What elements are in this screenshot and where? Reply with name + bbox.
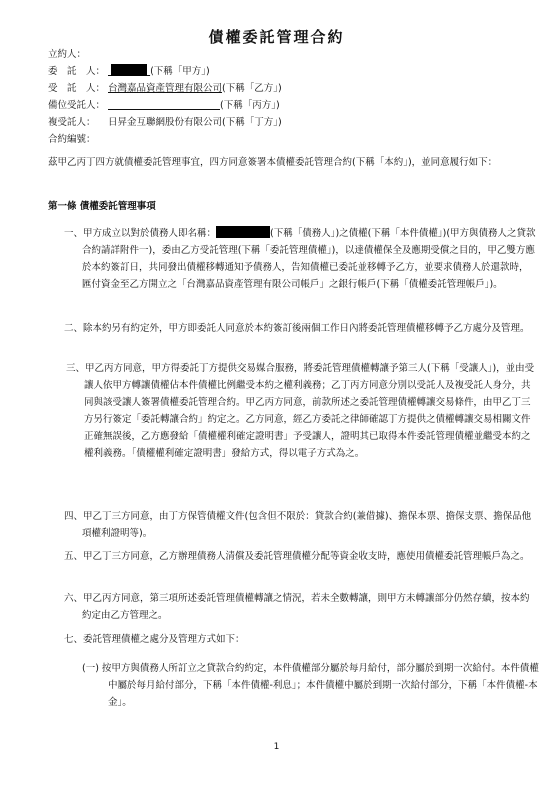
party-a-suffix: (下稱「甲方」) xyxy=(150,66,210,77)
party-b-row xyxy=(48,80,282,97)
document-title: 債權委託管理合約 xyxy=(208,28,345,46)
party-b-name: 台灣嘉品資產管理有限公司 xyxy=(108,83,223,94)
party-c-suffix: (下稱「丙方」) xyxy=(220,100,280,111)
party-d-name: 日昇金互聯網股份有限公司(下稱「丁方」) xyxy=(108,117,282,128)
clause-5: 五、甲乙丁三方同意，乙方辦理債務人清償及委託管理債權分配等資金收支時，應使用債權委託管理帳戶為之。 xyxy=(64,551,530,562)
party-d-label: 複受託人： xyxy=(48,117,96,128)
article-1-title: 第一條 債權委託管理事項 xyxy=(48,201,156,212)
clause-2: 二、除本約另有約定外，甲方即委託人同意於本約簽訂後兩個工作日內將委託管理債權移轉予乙方處分及管理。 xyxy=(64,323,530,334)
redacted-name xyxy=(111,64,147,76)
clause-4: 四、甲乙丁三方同意，由丁方保管債權文件(包含但不限於：貸款合約(兼借據)、擔保本票、擔保支票、擔保品他項權利證明等)。 xyxy=(64,511,532,539)
clause-6: 六、甲乙丙方同意，第三項所述委託管理債權轉讓之情況，若未全數轉讓，則甲方未轉讓部分仍然存續，按本約約定由乙方管理之。 xyxy=(64,593,530,621)
clause-3: 三、甲乙丙方同意，甲方得委託丁方提供交易媒合服務，將委託管理債權轉讓予第三人(下稱「受讓人」)，並由受讓人依甲方轉讓債權佔本件債權比例繼受本約之權利義務；乙丁丙方同意分別以受託人及複受託人身分，共同與該受讓人簽署債權委託管理合約。甲乙丙方同意，前款所述之委託管理債權轉讓交易條件，由甲乙丁三方另行簽定「委託轉讓合約」約定之。乙方同意，經乙方委託之律師確認丁方提供之債權轉讓交易相關文件正確無誤後，乙方應發給「債權權利確定證明書」予受讓人，證明其已取得本件委託管理債權並繼受本約之權利義務。「債權權利確定證明書」發給方式，得以電子方式為之。 xyxy=(66,363,535,459)
clause-7: 七、委託管理債權之處分及管理方式如下： xyxy=(64,634,245,645)
redacted-debtor xyxy=(216,226,270,238)
party-d-row xyxy=(48,114,282,131)
party-a-row xyxy=(48,63,282,80)
party-b-suffix: (下稱「乙方」) xyxy=(222,83,282,94)
party-b-label: 受 託 人： xyxy=(48,83,106,94)
parties-header: 立約人： xyxy=(48,49,87,60)
party-c-label: 備位受託人： xyxy=(48,100,106,111)
parties-block xyxy=(48,46,282,148)
clause-1 xyxy=(64,225,536,293)
contract-no-row xyxy=(48,131,282,148)
clause-1-lead: 一、甲方成立以對於債務人即名稱： xyxy=(64,228,217,239)
party-a-label: 委 託 人： xyxy=(48,66,106,77)
party-c-row xyxy=(48,97,282,114)
clause-1-body: (下稱「債務人」)之債權(下稱「本件債權」)(甲方與債務人之貸款合約請詳附件一)，委由乙方受託管理(下稱「委託管理債權」)，以達債權保全及應期受償之目的，甲乙雙方應於本約簽訂日，共同發出債權移轉通知予債務人，告知債權已委託並移轉予乙方，並要求債務人於還款時，匯付資金至乙方開立之「台灣嘉品資產管理有限公司帳戶」之銀行帳戶(下稱「債權委託管理帳戶」)。 xyxy=(82,228,536,290)
page-number: 1 xyxy=(273,742,280,752)
contract-no-label: 合約編號： xyxy=(48,134,96,145)
intro-paragraph: 茲甲乙丙丁四方就債權委託管理事宜，四方同意簽署本債權委託管理合約(下稱「本約」)，並同意履行如下： xyxy=(48,157,498,168)
party-c-blank-line xyxy=(108,97,220,110)
clause-7-item-1: (一) 按甲方與債務人所訂立之貸款合約約定，本件債權部分屬於每月給付，部分屬於到期一次給付。本件債權中屬於每月給付部分，下稱「本件債權-利息」；本件債權中屬於到期一次給付部分，下稱「本件債權-本金」。 xyxy=(82,663,539,708)
